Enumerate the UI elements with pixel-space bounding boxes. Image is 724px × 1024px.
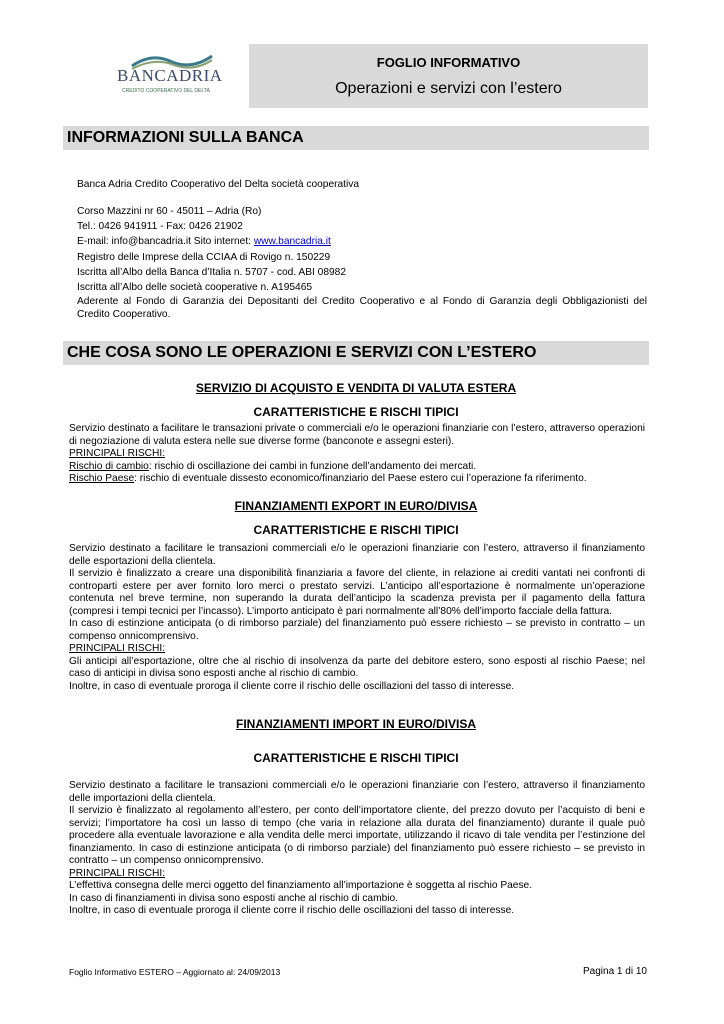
- bank-registry: Registro delle Imprese della CCIAA di Rovigo n. 150229: [77, 252, 331, 263]
- import-r2: In caso di finanziamenti in divisa sono esposti anche al rischio di cambio.: [69, 892, 399, 904]
- import-r1: L’effettiva consegna delle merci oggetto del finanziamento all’importazione è soggetta al rischio Paese.: [69, 880, 533, 891]
- logo-tagline: CREDITO COOPERATIVO DEL DELTA: [122, 88, 210, 94]
- valuta-block: [69, 423, 645, 486]
- import-block: [69, 780, 645, 918]
- valuta-description: Servizio destinato a facilitare le transazioni private o commerciali e/o le operazioni finanziarie con l’estero, attraverso operazioni di negoziazione di valuta estera nelle sue diverse forme (banconote e assegni esteri).: [69, 423, 645, 447]
- export-r1: Gli anticipi all’esportazione, oltre che al rischio di insolvenza da parte del debitore estero, sono esposti al rischio Paese; nel caso di anticipi in divisa sono esposti anche al rischio di cambio.: [69, 655, 645, 679]
- bank-email: E-mail: info@bancadria.it Sito internet:: [77, 236, 254, 247]
- section-bank-info-bar: [63, 126, 649, 150]
- export-caratteristiche-title: CARATTERISTICHE E RISCHI TIPICI: [253, 523, 459, 537]
- bank-albo-coop: Iscritta all’Albo delle società cooperative n. A195465: [77, 282, 313, 293]
- export-p1: Servizio destinato a facilitare le transazioni commerciali e/o le operazioni finanziarie con l’estero, attraverso il finanziamento delle esportazioni della clientela.: [69, 543, 645, 567]
- import-title: FINANZIAMENTI IMPORT IN EURO/DIVISA: [236, 717, 476, 731]
- section-operations-bar: [63, 341, 649, 365]
- import-r3: Inoltre, in caso di eventuale proroga il cliente corre il rischio delle oscillazioni del tasso di interesse.: [69, 905, 515, 916]
- export-rischi-label: PRINCIPALI RISCHI:: [69, 643, 166, 654]
- valuta-caratteristiche-title: CARATTERISTICHE E RISCHI TIPICI: [253, 405, 459, 419]
- valuta-rischio-paese: Rischio Paese: rischio di eventuale dissesto economico/finanziario del Paese estero cui l’operazione fa riferimento.: [69, 473, 587, 484]
- export-r2: Inoltre, in caso di eventuale proroga il cliente corre il rischio delle oscillazioni del tasso di interesse.: [69, 680, 515, 692]
- bank-website-link[interactable]: www.bancadria.it: [253, 236, 331, 247]
- export-block: [69, 543, 645, 693]
- bank-phone: Tel.: 0426 941911 - Fax: 0426 21902: [77, 221, 243, 232]
- header-doc-type: FOGLIO INFORMATIVO: [376, 55, 521, 70]
- section-operations-title: CHE COSA SONO LE OPERAZIONI E SERVIZI CON L’ESTERO: [67, 344, 537, 361]
- footer-page-number: Pagina 1 di 10: [583, 966, 647, 977]
- bank-address: Corso Mazzini nr 60 - 45011 – Adria (Ro): [77, 206, 262, 217]
- export-title: FINANZIAMENTI EXPORT IN EURO/DIVISA: [234, 499, 478, 513]
- import-p1: Servizio destinato a facilitare le transazioni commerciali e/o le operazioni finanziarie con l’estero, attraverso il finanziamento delle importazioni della clientela.: [69, 780, 645, 804]
- bank-fondo-garanzia: Aderente al Fondo di Garanzia dei Depositanti del Credito Cooperativo e al Fondo di Garanzia degli Obbligazionisti del Credito Cooperativo.: [77, 296, 647, 320]
- bank-name: Banca Adria Credito Cooperativo del Delta società cooperativa: [77, 179, 360, 190]
- footer-update-info: Foglio Informativo ESTERO – Aggiornato al: 24/09/2013: [69, 967, 281, 977]
- document-header: [249, 44, 648, 108]
- export-p2: Il servizio è finalizzato a creare una disponibilità finanziaria a favore del cliente, in relazione ai crediti vantati nei confronti di controparti estere per aver fornito loro merci o prestato servizi. L’anticipo all’esportazione è normalmente un’operazione contenuta nel breve termine, non superando la durata dell’anticipo la scadenza prevista per il pagamento della fattura (compresi i tempi tecnici per l’incasso). L’importo anticipato è pari normalmente all’80% dell’importo facciale della fattura.: [69, 568, 645, 617]
- valuta-rischi-label: PRINCIPALI RISCHI:: [69, 448, 166, 459]
- valuta-title: SERVIZIO DI ACQUISTO E VENDITA DI VALUTA ESTERA: [195, 381, 517, 395]
- logo-name: BANCADRIA: [117, 66, 223, 85]
- header-doc-title: Operazioni e servizi con l’estero: [335, 80, 562, 97]
- bank-email-line: [77, 235, 331, 248]
- bank-logo: [112, 52, 222, 100]
- bank-albo-banca: Iscritta all’Albo della Banca d’Italia n. 5707 - cod. ABI 08982: [77, 267, 347, 278]
- export-p3: In caso di estinzione anticipata (o di rimborso parziale) del finanziamento può essere richiesto – se previsto in contratto – un compenso onnicomprensivo.: [69, 618, 645, 642]
- import-caratteristiche-title: CARATTERISTICHE E RISCHI TIPICI: [253, 751, 459, 765]
- valuta-rischio-cambio: Rischio di cambio: rischio di oscillazione dei cambi in funzione dell’andamento dei mercati.: [69, 460, 477, 472]
- import-rischi-label: PRINCIPALI RISCHI:: [69, 867, 166, 879]
- section-bank-info-title: INFORMAZIONI SULLA BANCA: [67, 129, 304, 146]
- import-p2: Il servizio è finalizzato al regolamento all’estero, per conto dell’importatore cliente, del prezzo dovuto per l’acquisto di beni e servizi; l’importatore ha così un lasso di tempo (che varia in relazione alla durata del finanziamento) durante il quale può procedere alla eventuale lavorazione e alla vendita delle merci importate, utilizzando il ricavo di tale vendita per l’estinzione del finanziamento. In caso di estinzione anticipata (o di rimborso parziale) del finanziamento può essere richiesto – se previsto in contratto – un compenso onnicomprensivo.: [69, 805, 645, 866]
